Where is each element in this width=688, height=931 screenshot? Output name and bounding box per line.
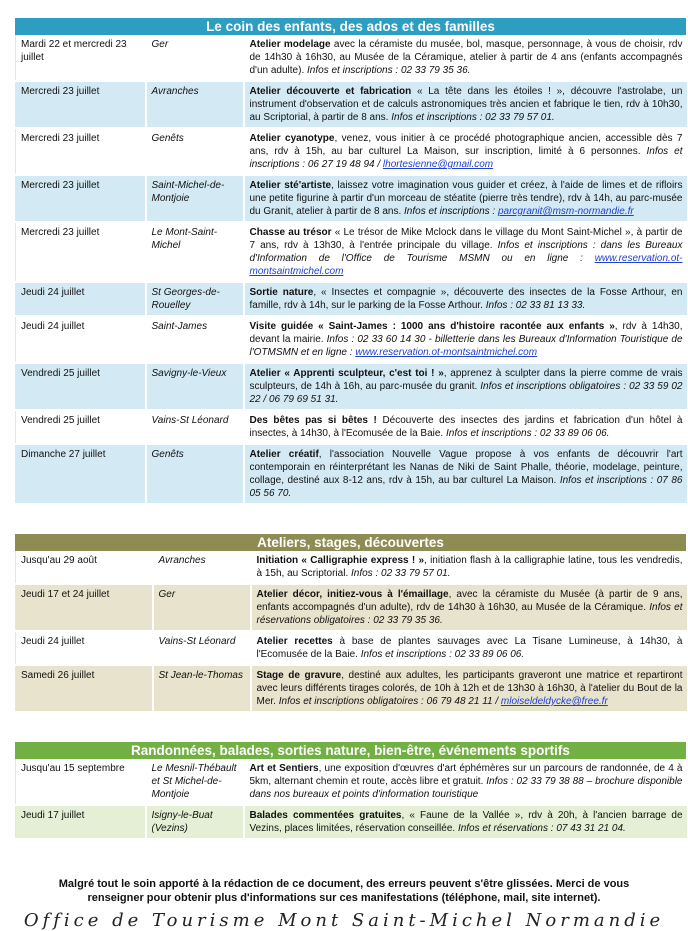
event-row bbox=[16, 175, 687, 222]
event-info: Infos et inscriptions : bbox=[404, 206, 498, 217]
event-date: Mercredi 23 juillet bbox=[16, 128, 146, 175]
event-place: Saint-Michel-de-Montjoie bbox=[146, 175, 244, 222]
event-date: Jusqu'au 15 septembre bbox=[16, 759, 146, 805]
event-title: Visite guidée « Saint-James : 1000 ans d'histoire racontée aux enfants » bbox=[249, 321, 615, 332]
event-info: Infos et inscriptions obligatoires : 06 79 48 21 11 / bbox=[278, 696, 501, 707]
event-text: , laissez votre imagination vous guider et créez, à l'aide de limes et de rifloirs une petite figurine à partir d'un morceau de stéatite (pierre très tendre), rdv à 14h, au parc-musée du Granit, atelier à partir de 8 ans. bbox=[249, 180, 683, 217]
events-table bbox=[15, 759, 687, 840]
event-date: Jeudi 17 juillet bbox=[16, 805, 146, 839]
event-description bbox=[251, 631, 687, 665]
event-description bbox=[251, 551, 687, 584]
event-date: Jeudi 24 juillet bbox=[16, 631, 153, 665]
event-place: Avranches bbox=[153, 551, 251, 584]
event-date: Vendredi 25 juillet bbox=[16, 363, 146, 410]
event-info: Infos et inscriptions : dans les Bureaux d'Information de l'Office de Tourisme MSMN ou en ligne : bbox=[249, 240, 683, 264]
event-info: Infos : 02 33 60 14 30 - billetterie dans les Bureaux d'Information Touristique de l'OTMSMN et en ligne : bbox=[249, 334, 683, 358]
event-title: Atelier « Apprenti sculpteur, c'est toi ! » bbox=[249, 368, 444, 379]
event-text: , initiation flash à la calligraphie latine, tous les vendredis, à 15h, au Scriptorial. bbox=[256, 555, 683, 579]
event-info: Infos : 02 33 79 57 01. bbox=[351, 568, 451, 579]
event-title: Stage de gravure bbox=[256, 670, 342, 681]
event-link[interactable]: www.reservation.ot-montsaintmichel.com bbox=[249, 253, 683, 277]
event-description bbox=[244, 222, 687, 282]
event-place: Genêts bbox=[146, 444, 244, 504]
event-row bbox=[16, 665, 687, 712]
event-info: Infos et inscriptions obligatoires : 02 33 59 02 22 / 06 79 69 51 31. bbox=[249, 381, 683, 405]
event-description bbox=[244, 35, 687, 81]
event-text: à base de plantes sauvages avec La Tisane Lumineuse, à 14h30, à l'Ecomusée de la Baie. bbox=[256, 636, 683, 660]
event-date: Mercredi 23 juillet bbox=[16, 222, 146, 282]
event-link[interactable]: www.reservation.ot-montsaintmichel.com bbox=[355, 347, 538, 358]
disclaimer-line: renseigner pour obtenir plus d'informations sur ces manifestations (téléphone, mail, site internet). bbox=[87, 892, 601, 904]
events-table bbox=[15, 551, 687, 713]
event-row bbox=[16, 444, 687, 504]
event-row bbox=[16, 81, 687, 128]
event-row bbox=[16, 805, 687, 839]
event-text: , l'association Nouvelle Vague propose à vos enfants de découvrir l'art contemporain en réinterprétant les Nanas de Niki de Saint Phalle, théorie, modelage, peinture, collage, destiné aux 8-12 ans, rdv à 15h, au bar culturel La Maison. bbox=[249, 449, 683, 486]
event-info: Infos et inscriptions : 02 33 79 35 36. bbox=[307, 65, 471, 76]
event-description bbox=[244, 81, 687, 128]
event-description bbox=[244, 316, 687, 363]
event-row bbox=[16, 759, 687, 805]
event-description bbox=[244, 128, 687, 175]
event-date: Jeudi 24 juillet bbox=[16, 282, 146, 316]
event-description bbox=[244, 175, 687, 222]
disclaimer bbox=[0, 877, 688, 905]
section-enfants bbox=[15, 18, 686, 505]
event-text: « Le trésor de Mike Mclock dans le village du Mont Saint-Michel », à partir de 7 ans, rdv à 13h30, à l'entrée principale du village. bbox=[249, 227, 683, 251]
event-date: Jusqu'au 29 août bbox=[16, 551, 153, 584]
event-title: Balades commentées gratuites bbox=[249, 810, 402, 821]
event-row bbox=[16, 222, 687, 282]
event-place: Ger bbox=[146, 35, 244, 81]
event-title: Atelier créatif bbox=[249, 449, 319, 460]
event-text: Découverte des insectes des jardins et fabrication d'un hôtel à insectes, à 14h30, à l'Ecomusée de la Baie. bbox=[249, 415, 683, 439]
event-description bbox=[251, 584, 687, 631]
section-ateliers bbox=[15, 534, 686, 713]
event-date: Dimanche 27 juillet bbox=[16, 444, 146, 504]
event-title: Art et Sentiers bbox=[249, 763, 319, 774]
event-description bbox=[244, 410, 687, 444]
event-title: Atelier découverte et fabrication bbox=[249, 86, 412, 97]
event-description bbox=[244, 444, 687, 504]
event-text: « La tête dans les étoiles ! », découvre l'astrolabe, un instrument d'observation et de calculs astronomiques très ancien et fabrique le tien, rdv à 10h30, au Scriptorial, à partir de 8 ans. bbox=[249, 86, 683, 123]
event-date: Mercredi 23 juillet bbox=[16, 81, 146, 128]
event-info: Infos et inscriptions : 07 86 05 56 70. bbox=[249, 475, 683, 499]
event-title: Atelier décor, initiez-vous à l'émaillage bbox=[256, 589, 449, 600]
event-info: Infos et inscriptions : 02 33 79 57 01. bbox=[391, 112, 555, 123]
event-text: , avec la céramiste du Musée (à partir de 9 ans, enfants accompagnés d'un adulte), rdv de 14h30 à 16h30, au Musée de la Céramique. bbox=[256, 589, 683, 613]
event-place: Saint-James bbox=[146, 316, 244, 363]
signature: Office de Tourisme Mont Saint-Michel Normandie bbox=[23, 910, 665, 931]
event-title: Atelier modelage bbox=[249, 39, 331, 50]
event-row bbox=[16, 128, 687, 175]
event-info: Infos et réservations : 07 43 31 21 04. bbox=[457, 823, 626, 834]
event-title: Atelier cyanotype bbox=[249, 133, 335, 144]
event-link[interactable]: mloiseldeldycke@free.fr bbox=[500, 696, 608, 707]
section-title: Randonnées, balades, sorties nature, bien-être, événements sportifs bbox=[15, 742, 686, 759]
event-link[interactable]: lhortesienne@gmail.com bbox=[382, 159, 494, 170]
event-description bbox=[244, 759, 687, 805]
event-date: Mardi 22 et mercredi 23 juillet bbox=[16, 35, 146, 81]
event-title: Sortie nature bbox=[249, 287, 314, 298]
event-text: avec la céramiste du musée, bol, masque, personnage, à vous de choisir, rdv de 14h30 à 16h30, au Musée de la Céramique, atelier à partir de 4 ans (enfants accompagnés d'un adulte). bbox=[249, 39, 683, 76]
event-title: Chasse au trésor bbox=[249, 227, 332, 238]
section-title: Ateliers, stages, découvertes bbox=[15, 534, 686, 551]
event-place: Le Mont-Saint-Michel bbox=[146, 222, 244, 282]
event-row bbox=[16, 551, 687, 584]
event-row bbox=[16, 584, 687, 631]
event-info: Infos : 02 33 81 13 33. bbox=[485, 300, 586, 311]
event-date: Samedi 26 juillet bbox=[16, 665, 153, 712]
event-place: Vains-St Léonard bbox=[153, 631, 251, 665]
event-description bbox=[244, 282, 687, 316]
event-info: Infos et inscriptions : 02 33 89 06 06. bbox=[445, 428, 610, 439]
event-description bbox=[244, 805, 687, 839]
disclaimer-line: Malgré tout le soin apporté à la rédaction de ce document, des erreurs peuvent s'être glissées. Merci de vous bbox=[58, 878, 630, 890]
event-text: , destiné aux adultes, les participants graveront une matrice et repartiront avec leurs différents tirages colorés, de 10h à 12h et de 13h30 à 16h30, à l'atelier du Bout de la Mer. bbox=[256, 670, 683, 707]
event-place: Savigny-le-Vieux bbox=[146, 363, 244, 410]
event-place: Avranches bbox=[146, 81, 244, 128]
event-place: Ger bbox=[153, 584, 251, 631]
event-link[interactable]: parcgranit@msm-normandie.fr bbox=[497, 206, 634, 217]
event-date: Jeudi 24 juillet bbox=[16, 316, 146, 363]
event-info: Infos : 02 33 79 38 88 – brochure disponible dans nos bureaux et points d'information touristique bbox=[249, 776, 683, 800]
section-randonnees bbox=[15, 742, 686, 840]
event-text: , rdv à 14h30, devant la mairie. bbox=[249, 321, 683, 345]
event-row bbox=[16, 363, 687, 410]
event-place: St Jean-le-Thomas bbox=[153, 665, 251, 712]
event-description bbox=[251, 665, 687, 712]
event-text: , « Insectes et compagnie », découverte des insectes de la Fosse Arthour, en famille, rdv à 14h, sur le parking de la Fosse Arthour. bbox=[249, 287, 683, 311]
section-title: Le coin des enfants, des ados et des familles bbox=[15, 18, 686, 35]
event-text: , apprenez à sculpter dans la pierre comme de vrais sculpteurs, de 14h à 16h, au parc-musée du granit. bbox=[249, 368, 683, 392]
event-text: , « Faune de la Vallée », rdv à 20h, à l'ancien barrage de Vezins, places limitées, réservation conseillée. bbox=[249, 810, 683, 834]
event-row bbox=[16, 282, 687, 316]
event-row bbox=[16, 410, 687, 444]
event-date: Jeudi 17 et 24 juillet bbox=[16, 584, 153, 631]
event-text: , venez, vous initier à ce procédé photographique ancien, accessible dès 7 ans, rdv à 15h, au bar culturel La Maison, sur inscription, limité à 6 personnes. bbox=[249, 133, 683, 157]
event-title: Initiation « Calligraphie express ! » bbox=[256, 555, 425, 566]
event-place: Le Mesnil-Thébault et St Michel-de-Montjoie bbox=[146, 759, 244, 805]
event-info: Infos et réservations obligatoires : 02 33 79 35 36. bbox=[256, 602, 683, 626]
event-place: St Georges-de-Rouelley bbox=[146, 282, 244, 316]
event-place: Genêts bbox=[146, 128, 244, 175]
event-date: Vendredi 25 juillet bbox=[16, 410, 146, 444]
event-info: Infos et inscriptions : 06 27 19 48 94 / bbox=[249, 146, 683, 170]
event-text: , une exposition d'œuvres d'art éphémères sur un parcours de randonnée, de 4 à 5km, alternant chemin et route, accès libre et gratuit. bbox=[249, 763, 683, 787]
events-table bbox=[15, 35, 687, 505]
event-title: Atelier recettes bbox=[256, 636, 333, 647]
event-date: Mercredi 23 juillet bbox=[16, 175, 146, 222]
event-title: Des bêtes pas si bêtes ! bbox=[249, 415, 377, 426]
event-row bbox=[16, 631, 687, 665]
event-row bbox=[16, 35, 687, 81]
event-title: Atelier sté'artiste bbox=[249, 180, 332, 191]
event-description bbox=[244, 363, 687, 410]
event-place: Vains-St Léonard bbox=[146, 410, 244, 444]
event-info: Infos et inscriptions : 02 33 89 06 06. bbox=[360, 649, 525, 660]
event-place: Isigny-le-Buat (Vezins) bbox=[146, 805, 244, 839]
event-row bbox=[16, 316, 687, 363]
